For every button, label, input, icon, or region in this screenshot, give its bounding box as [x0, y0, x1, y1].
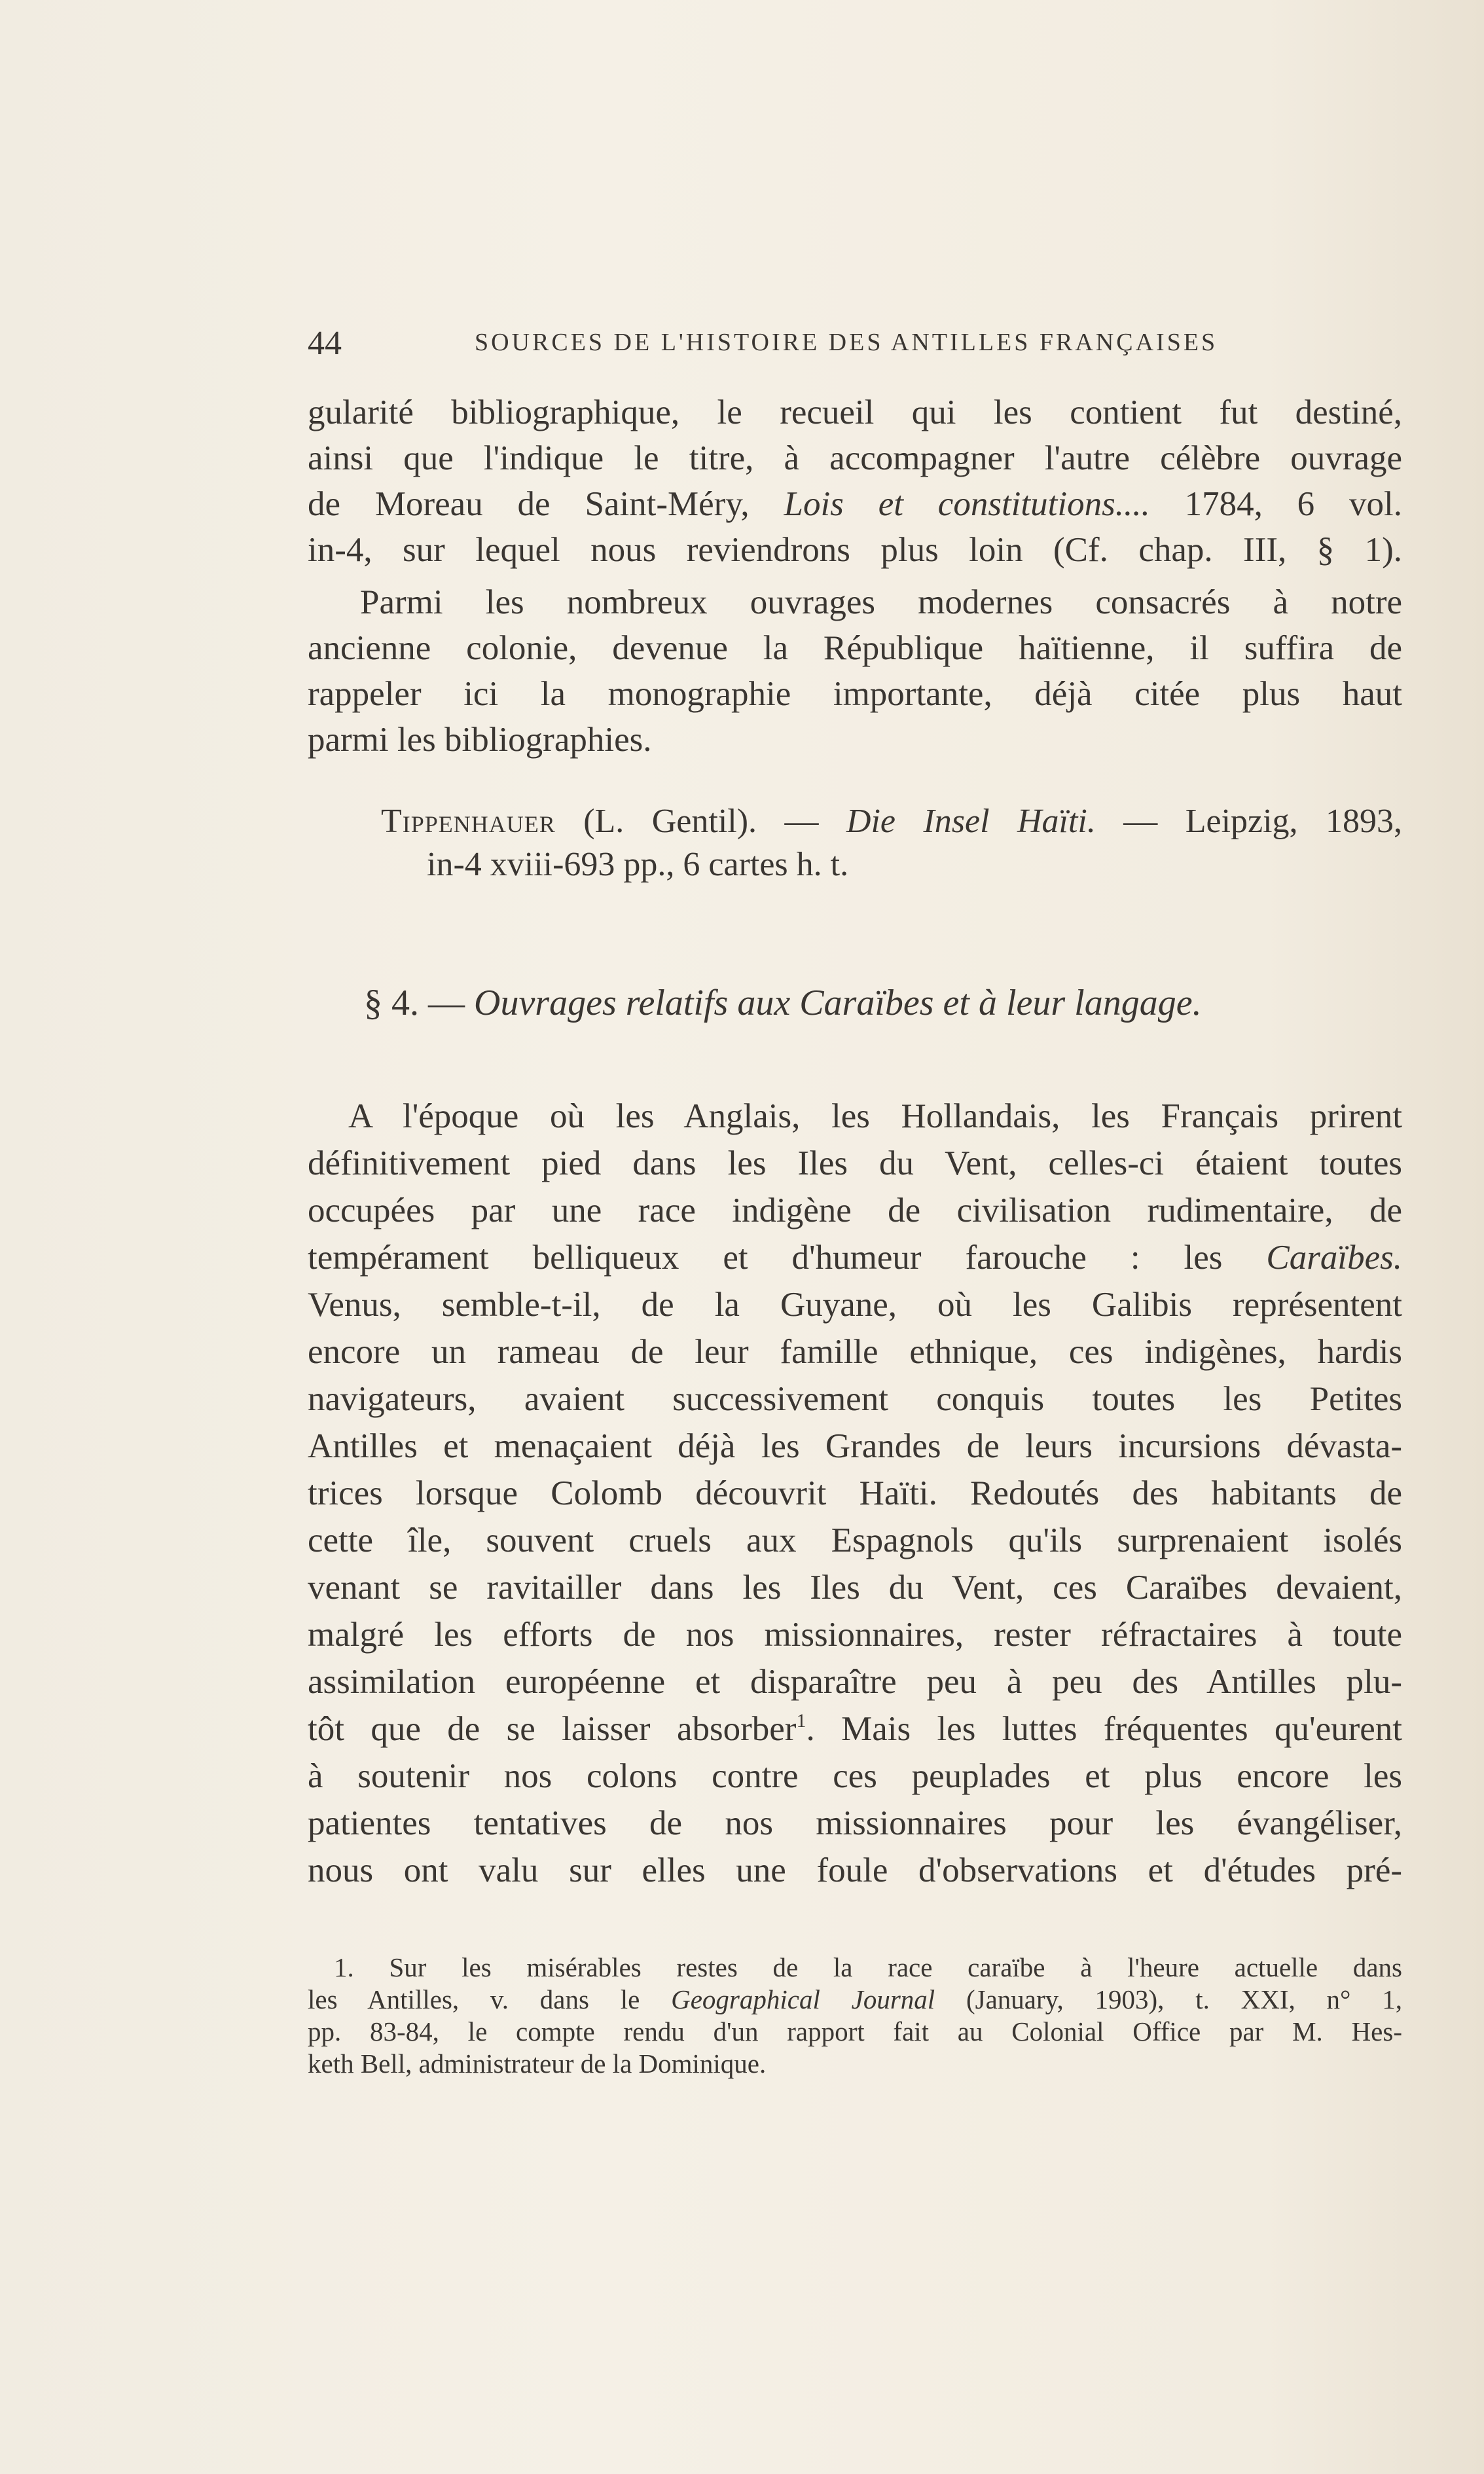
text-line: rappeler ici la monographie importante, déjà citée plus haut — [308, 675, 1402, 713]
footnote-line — [334, 1951, 1402, 1984]
work-title: Lois et constitutions.... — [784, 485, 1150, 523]
text-line — [308, 1238, 1402, 1277]
section-title: Ouvrages relatifs aux Caraïbes et à leur langage. — [474, 983, 1202, 1023]
journal-title: Geographical Journal — [671, 1984, 935, 2014]
footnote-line: pp. 83-84, le compte rendu d'un rapport fait au Colonial Office par M. Hes- — [308, 2016, 1402, 2047]
text-line: ancienne colonie, devenue la République haïtienne, il suffira de — [308, 629, 1402, 667]
section-heading — [364, 982, 1202, 1024]
text-fragment: — Leipzig, 1893, — [1095, 803, 1402, 840]
text-line: assimilation européenne et disparaître peu à peu des Antilles plu- — [308, 1663, 1402, 1701]
footnote-number: 1. — [334, 1952, 354, 1982]
text-line — [308, 484, 1402, 524]
text-line: occupées par une race indigène de civilisation rudimentaire, de — [308, 1192, 1402, 1229]
text-line: Venus, semble-t-il, de la Guyane, où les Galibis représentent — [308, 1286, 1402, 1324]
text-fragment: . Mais les luttes fréquentes qu'eurent — [806, 1710, 1402, 1748]
text-fragment: (L. Gentil). — — [555, 803, 846, 840]
text-line — [308, 1709, 1402, 1749]
text-fragment: les Antilles, v. dans le — [308, 1984, 672, 2014]
running-title: SOURCES DE L'HISTOIRE DES ANTILLES FRANÇAISES — [475, 329, 1218, 356]
bibliography-line — [381, 802, 1402, 841]
text-line: Parmi les nombreux ouvrages modernes consacrés à notre — [360, 583, 1402, 621]
text-fragment: tempérament belliqueux et d'humeur farouche : les — [308, 1239, 1267, 1277]
text-line: trices lorsque Colomb découvrit Haïti. Redoutés des habitants de — [308, 1474, 1402, 1512]
text-fragment: de Moreau de Saint-Méry, — [308, 485, 784, 523]
bibliography-title: Die Insel Haïti. — [846, 803, 1096, 840]
text-line: encore un rameau de leur famille ethnique, ces indigènes, hardis — [308, 1333, 1402, 1371]
text-line: Antilles et menaçaient déjà les Grandes de leurs incursions dévasta- — [308, 1427, 1402, 1465]
bibliography-details: in-4 xviii-693 pp., 6 cartes h. t. — [427, 846, 849, 883]
text-line: parmi les bibliographies. — [308, 721, 652, 759]
text-fragment: 1784, 6 vol. — [1149, 485, 1403, 523]
footnote-line: keth Bell, administrateur de la Dominique. — [308, 2048, 767, 2079]
bibliography-author: Tippenhauer — [381, 803, 556, 840]
text-line: navigateurs, avaient successivement conquis toutes les Petites — [308, 1380, 1402, 1418]
text-line: in-4, sur lequel nous reviendrons plus loin (Cf. chap. III, § 1). — [308, 531, 1402, 569]
text-line: nous ont valu sur elles une foule d'observations et d'études pré- — [308, 1851, 1402, 1889]
text-line: définitivement pied dans les Iles du Vent, celles-ci étaient toutes — [308, 1144, 1402, 1182]
section-number: § 4. — — [364, 983, 474, 1023]
text-line: gularité bibliographique, le recueil qui les contient fut destiné, — [308, 393, 1402, 431]
text-line: cette île, souvent cruels aux Espagnols qu'ils surprenaient isolés — [308, 1521, 1402, 1559]
text-line: ainsi que l'indique le titre, à accompagner l'autre célèbre ouvrage — [308, 439, 1402, 477]
text-line: malgré les efforts de nos missionnaires, rester réfractaires à toute — [308, 1616, 1402, 1654]
text-fragment: Sur les misérables restes de la race caraïbe à l'heure actuelle dans — [353, 1952, 1402, 1982]
footnote-line — [308, 1983, 1402, 2016]
text-fragment: (January, 1903), t. XXI, n° 1, — [935, 1984, 1402, 2014]
text-line: patientes tentatives de nos missionnaires pour les évangéliser, — [308, 1804, 1402, 1842]
page-header — [308, 324, 1402, 363]
page-number: 44 — [308, 325, 342, 362]
text-line: A l'époque où les Anglais, les Hollandais, les Français prirent — [348, 1097, 1402, 1135]
footnote-reference: 1 — [796, 1710, 806, 1732]
text-fragment: tôt que de se laisser absorber — [308, 1710, 797, 1748]
italic-term: Caraïbes. — [1266, 1239, 1402, 1277]
text-line: venant se ravitailler dans les Iles du Vent, ces Caraïbes devaient, — [308, 1569, 1402, 1607]
text-line: à soutenir nos colons contre ces peuplades et plus encore les — [308, 1757, 1402, 1795]
